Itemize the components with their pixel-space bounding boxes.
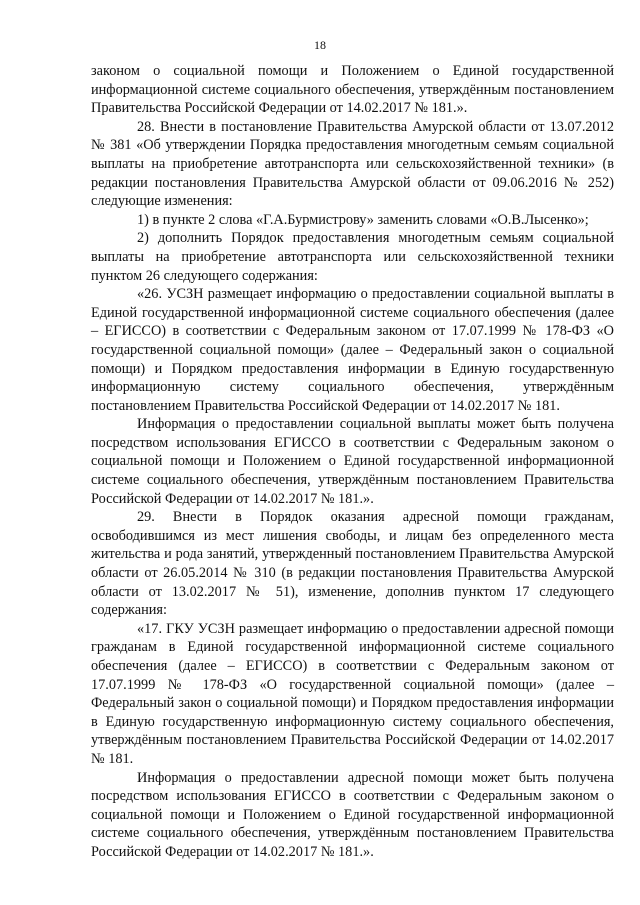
- page-number: 18: [314, 38, 326, 52]
- document-body: [91, 62, 614, 862]
- paragraph-info-egisso-2: Информация о предоставлении адресной помощи может быть получена посредством использования ЕГИССО в соответствии с Федеральным законом о социальной помощи и Положением о Единой государственной информационной системе социального обеспечения, утверждённым постановлением Правительства Российской Федерации от 14.02.2017 № 181.».: [91, 769, 614, 860]
- paragraph-subitem-1: 1) в пункте 2 слова «Г.А.Бурмистрову» заменить словами «О.В.Лысенко»;: [137, 211, 589, 228]
- paragraph-item-28: 28. Внести в постановление Правительства Амурской области от 13.07.2012 № 381 «Об утверждении Порядка предоставления многодетным семьям социальной выплаты на приобретение автотранспорта или сельскохозяйственной техники» (в редакции постановления Правительства Амурской области от 09.06.2016 № 252) следующие изменения:: [91, 118, 614, 210]
- paragraph-continuation: законом о социальной помощи и Положением о Единой государственной информационной системе социального обеспечения, утверждённым постановлением Правительства Российской Федерации от 14.02.2017 № 181.».: [91, 63, 614, 117]
- paragraph-quoted-26: «26. УСЗН размещает информацию о предоставлении социальной выплаты в Единой государственной информационной системе социального обеспечения (далее – ЕГИССО) в соответствии с Федеральным законом от 17.07.1999 № 178-ФЗ «О государственной социальной помощи» (далее – Федеральный закон о социальной помощи) и Порядком предоставления информации в Единую государственную информационную систему социального обеспечения, утверждённым постановлением Правительства Российской Федерации от 14.02.2017 № 181.: [91, 286, 614, 414]
- paragraph-quoted-17: «17. ГКУ УСЗН размещает информацию о предоставлении адресной помощи гражданам в Единой государственной информационной системе социального обеспечения (далее – ЕГИССО) в соответствии с Федеральным законом от 17.07.1999 № 178-ФЗ «О государственной социальной помощи» (далее – Федеральный закон о социальной помощи) и Порядком предоставления информации в Единую государственную информационную систему социального обеспечения, утверждённым постановлением Правительства Российской Федерации от 14.02.2017 № 181.: [91, 620, 614, 767]
- paragraph-subitem-2: 2) дополнить Порядок предоставления многодетным семьям социальной выплаты на приобретение автотранспорта или сельскохозяйственной техники пунктом 26 следующего содержания:: [91, 230, 614, 284]
- paragraph-info-egisso-1: Информация о предоставлении социальной выплаты может быть получена посредством использования ЕГИССО в соответствии с Федеральным законом о социальной помощи и Положением о Единой государственной информационной системе социального обеспечения, утверждённым постановлением Правительства Российской Федерации от 14.02.2017 № 181.».: [91, 416, 614, 507]
- paragraph-item-29: 29. Внести в Порядок оказания адресной помощи гражданам, освободившимся из мест лишения свободы, и лицам без определенного места жительства и рода занятий, утвержденный постановлением Правительства Амурской области от 26.05.2014 № 310 (в редакции постановления Правительства Амурской области от 13.02.2017 № 51), изменение, дополнив пунктом 17 следующего содержания:: [91, 509, 614, 619]
